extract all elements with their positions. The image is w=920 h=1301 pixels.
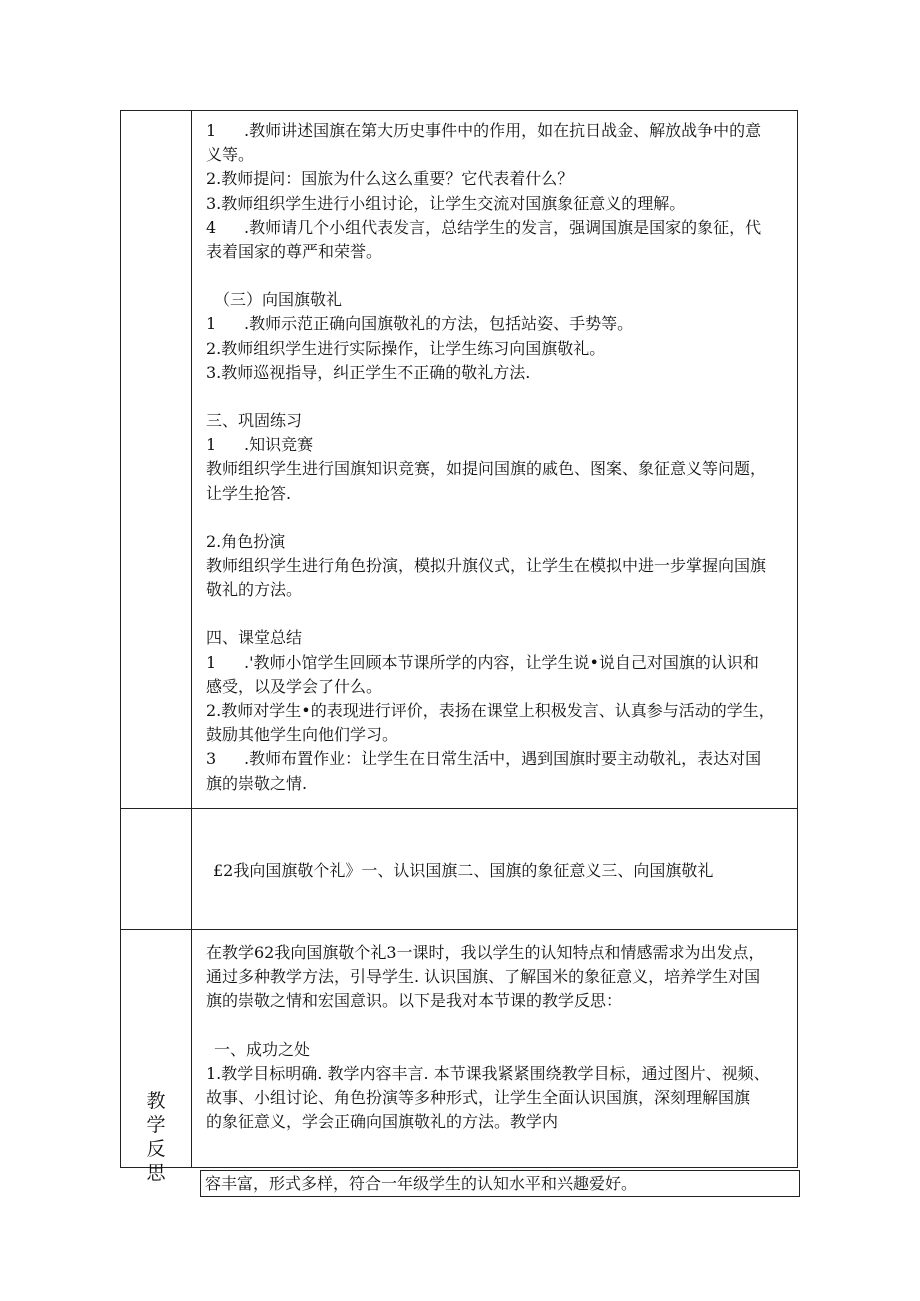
process-line: 2.教师组织学生进行实际操作，让学生练习向国旗敬礼。 [206,338,606,358]
process-line: 旗的崇敬之情. [206,773,308,793]
section-heading: （三）向国旗敬礼 [214,290,343,310]
column-divider [191,111,192,1167]
reflection-line: 的象征意义，学会正确向国旗敬礼的方法。教学内 [206,1112,559,1132]
process-line: 2.教师对学生•的表现进行评价，表扬在课堂上积极发言、认真参与活动的学生， [206,701,775,721]
reflection-line: 在教学62我向国旗敬个礼3一课时，我以学生的认知特点和情感需求为出发点， [206,943,765,962]
process-line: 教师组织学生进行角色扮演，模拟升旗仪式，让学生在模拟中进一步掌握向国旗 [206,556,767,576]
reflection-cell [206,941,793,1134]
board-design-text: £2我向国旗敬个礼》一、认识国旗二、国旗的象征意义三、向国旗敬礼 [213,861,714,880]
row-divider [121,808,797,809]
teaching-process-cell [206,119,793,796]
section-heading: 一、成功之处 [214,1039,311,1059]
process-line: 感受，以及学会了什么。 [206,676,383,696]
reflection-line: 故事、小组讨论、角色扮演等多种形式，让学生全面认识国旗，深刻理解国旗 [206,1088,751,1108]
process-line: 2.角色扮演 [206,531,286,551]
process-line: 4 .教师请几个小组代表发言，总结学生的发言，强调国旗是国家的象征，代 [206,217,762,237]
process-line: 让学生抢答. [206,483,292,503]
reflection-label: 教 学 反 思 [146,1090,166,1184]
process-line: 义等。 [206,145,255,165]
process-line: 3.教师组织学生进行小组讨论，让学生交流对国旗象征意义的理解。 [206,193,686,213]
reflection-line: 通过多种教学方法，引导学生. 认识国旗、了解国米的象征意义，培养学生对国 [206,967,761,987]
process-line: 1 .教师讲述国旗在第大历史事件中的作用，如在抗日战金、解放战争中的意 [206,121,762,140]
row-divider [121,929,797,930]
reflection-line: 1.教学目标明确. 教学内容丰言. 本节课我紧紧围绕教学目标，通过图片、视频、 [206,1063,770,1083]
process-line: 3 .教师布置作业：让学生在日常生活中，遇到国旗时要主动敬礼，表达对国 [206,749,762,769]
process-line: 鼓励其他学生向他们学习。 [206,725,399,745]
process-line: 表着国家的尊严和荣誉。 [206,242,383,262]
process-line: 教师组织学生进行国旗知识竞赛，如提问国旗的戚色、图案、象征意义等问题， [206,459,767,479]
process-line: 2.教师提问：国旅为什么这么重要？它代表着什么？ [206,169,574,189]
overflow-text-box: 容丰富，形式多样，符合一年级学生的认知水平和兴趣爱好。 [200,1170,800,1197]
process-line: 1 .教师示范正确向国旗敬礼的方法，包括站姿、手势等。 [206,314,634,334]
reflection-line: 旗的崇敬之情和宏国意识。以下是我对本节课的教学反思： [206,991,623,1011]
section-heading: 三、巩固练习 [206,411,303,431]
process-line: 敬礼的方法。 [206,580,303,600]
process-line: 3.教师巡视指导，纠正学生不正确的敬礼方法. [206,362,531,382]
process-line: 1 .知识竞赛 [206,435,314,455]
section-heading: 四、课堂总结 [206,628,303,648]
process-line: 1 .'教师小馆学生回顾本节课所学的内容，让学生说•说自己对国旗的认识和 [206,652,759,672]
